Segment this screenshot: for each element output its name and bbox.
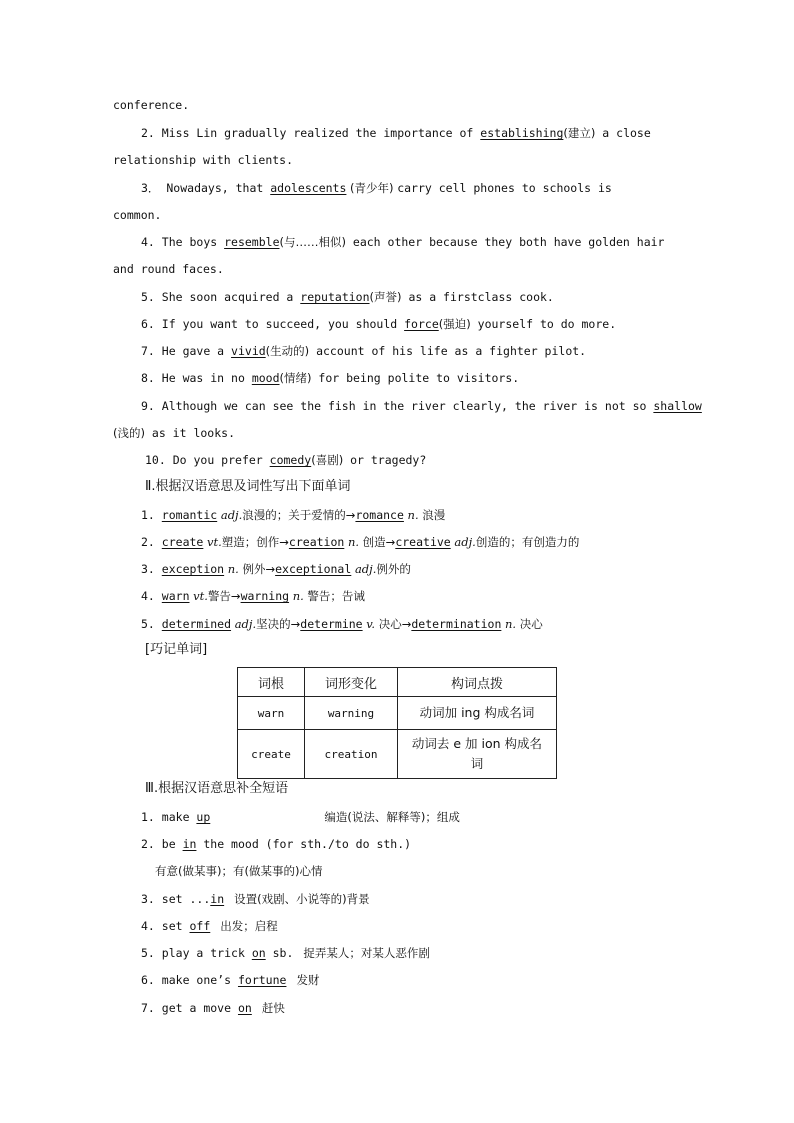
table-row <box>238 730 557 779</box>
chinese-hint: (情绪) <box>279 371 312 385</box>
answer-word: up <box>196 810 211 824</box>
part-of-speech: adj. <box>450 535 476 549</box>
answer-word: romance <box>355 508 404 522</box>
answer-word: exception <box>161 562 225 576</box>
question-number: 10. <box>145 453 166 467</box>
sentence-text: and round faces. <box>113 262 224 276</box>
answer-word: fortune <box>237 973 287 987</box>
chinese-meaning: 有意(做某事)；有(做某事的)心情 <box>155 864 323 878</box>
answer-word: determination <box>411 617 502 631</box>
phrase-text: the mood (for sth./to do sth.) <box>196 837 412 851</box>
phrase-item <box>155 863 322 879</box>
item-number: 5. <box>141 946 155 960</box>
question-number: 9. <box>141 399 155 413</box>
mnemonic-label: [巧记单词] <box>145 642 208 657</box>
item-number: 1. <box>141 508 155 522</box>
table-header: 构词点拨 <box>398 668 557 697</box>
answer-word: exceptional <box>275 562 352 576</box>
answer-word: shallow <box>653 399 702 413</box>
phrase-item <box>141 809 460 825</box>
part-of-speech: n. <box>224 562 239 576</box>
table-header-row <box>238 668 557 697</box>
answer-word: determined <box>161 617 232 631</box>
question-number: 7. <box>141 344 155 358</box>
answer-word: on <box>237 1001 252 1015</box>
chinese-meaning: 创造的；有创造力的 <box>475 535 580 549</box>
sentence-text: yourself to do more. <box>470 317 617 331</box>
chinese-meaning: 出发；启程 <box>220 919 278 933</box>
question-number: 8. <box>141 371 155 385</box>
phrase-item <box>141 1000 285 1016</box>
sentence-line <box>141 125 651 141</box>
answer-word: establishing <box>480 126 564 140</box>
chinese-meaning: 决心 <box>516 617 543 631</box>
table-cell: 动词去 e 加 ion 构成名词 <box>398 730 557 779</box>
sentence-text: Although we can see the fish in the river clearly, the river is not so <box>161 399 654 413</box>
section-3-title: Ⅲ.根据汉语意思补全短语 <box>145 781 289 796</box>
sentence-text: Do you prefer <box>172 453 270 467</box>
word-item <box>141 616 543 632</box>
item-number: 3. <box>141 892 155 906</box>
chinese-meaning: 塑造；创作→ <box>221 535 289 549</box>
answer-word: romantic <box>161 508 218 522</box>
question-number: 3． <box>141 181 160 195</box>
answer-word: on <box>251 946 266 960</box>
question-number: 5. <box>141 290 155 304</box>
chinese-meaning: 浪漫的；关于爱情的→ <box>242 508 356 522</box>
table-header: 词形变化 <box>305 668 398 697</box>
sentence-line <box>141 316 616 332</box>
sentence-line <box>145 452 426 468</box>
part-of-speech: v. <box>362 617 376 631</box>
chinese-meaning: 赶快 <box>261 1001 285 1015</box>
sentence-line <box>141 180 612 196</box>
answer-word: in <box>210 892 225 906</box>
sentence-line <box>113 261 224 277</box>
chinese-meaning: 捉弄某人；对某人恶作剧 <box>303 946 430 960</box>
chinese-meaning: 例外→ <box>238 562 276 576</box>
table-row <box>238 697 557 730</box>
part-of-speech: adj. <box>217 508 243 522</box>
chinese-hint: (青少年) <box>346 181 398 195</box>
chinese-meaning: 决心→ <box>375 617 412 631</box>
question-number: 2. <box>141 126 155 140</box>
chinese-hint: (与……相似) <box>279 235 346 249</box>
sentence-line <box>113 425 235 441</box>
word-item <box>141 507 445 523</box>
answer-word: mood <box>251 371 280 385</box>
chinese-meaning: 坚决的→ <box>256 617 301 631</box>
table-cell: warn <box>238 697 305 730</box>
table-cell: creation <box>305 730 398 779</box>
word-formation-table <box>237 667 557 779</box>
table-cell: create <box>238 730 305 779</box>
part-of-speech: vt. <box>189 589 208 603</box>
sentence-text: He gave a <box>161 344 232 358</box>
phrase-item <box>141 891 370 907</box>
section-2-title: Ⅱ.根据汉语意思及词性写出下面单词 <box>145 479 351 494</box>
sentence-text: Nowadays, that <box>166 181 271 195</box>
item-number: 7. <box>141 1001 155 1015</box>
answer-word: warning <box>240 589 290 603</box>
sentence-text: The boys <box>161 235 225 249</box>
sentence-fragment: conference. <box>113 98 190 112</box>
sentence-text: Miss Lin gradually realized the importance of <box>161 126 481 140</box>
sentence-text: as a firstclass cook. <box>401 290 554 304</box>
chinese-meaning: 警告；告诫 <box>303 589 365 603</box>
chinese-meaning: 发财 <box>296 973 320 987</box>
part-of-speech: n. <box>501 617 517 631</box>
sentence-line <box>141 289 554 305</box>
part-of-speech: n. <box>344 535 360 549</box>
sentence-line <box>141 398 702 414</box>
phrase-text: set ... <box>161 892 211 906</box>
sentence-text: each other because they both have golden hair <box>345 235 665 249</box>
phrase-text: be <box>161 837 183 851</box>
chinese-hint: (生动的) <box>265 344 310 358</box>
sentence-text: as it looks. <box>144 426 235 440</box>
answer-word: resemble <box>224 235 280 249</box>
sentence-text: or tragedy? <box>343 453 427 467</box>
phrase-text: get a move <box>161 1001 238 1015</box>
phrase-text: sb. <box>265 946 294 960</box>
answer-word: force <box>404 317 439 331</box>
sentence-text: a close <box>595 126 651 140</box>
part-of-speech: adj. <box>231 617 257 631</box>
chinese-meaning: 设置(戏剧、小说等的)背景 <box>234 892 370 906</box>
table-header: 词根 <box>238 668 305 697</box>
sentence-text: He was in no <box>161 371 252 385</box>
answer-word: determine <box>300 617 363 631</box>
phrase-text: set <box>161 919 190 933</box>
answer-word: vivid <box>231 344 266 358</box>
chinese-hint: (喜剧) <box>311 453 344 467</box>
item-number: 5. <box>141 617 155 631</box>
chinese-meaning: 警告→ <box>207 589 241 603</box>
sentence-text: for being polite to visitors. <box>311 371 520 385</box>
part-of-speech: adj. <box>351 562 377 576</box>
answer-word: in <box>182 837 197 851</box>
chinese-hint: (建立) <box>563 126 596 140</box>
sentence-line <box>113 207 161 223</box>
answer-word: creation <box>288 535 345 549</box>
sentence-line <box>141 370 519 386</box>
answer-word: warn <box>161 589 190 603</box>
chinese-meaning: 浪漫 <box>418 508 446 522</box>
answer-word: comedy <box>269 453 312 467</box>
sentence-text: relationship with clients. <box>113 153 294 167</box>
sentence-text: account of his life as a fighter pilot. <box>309 344 587 358</box>
item-number: 1. <box>141 810 155 824</box>
item-number: 2. <box>141 535 155 549</box>
answer-word: reputation <box>300 290 370 304</box>
phrase-text: play a trick <box>161 946 252 960</box>
sentence-text: common. <box>113 208 162 222</box>
phrase-item <box>141 836 411 852</box>
item-number: 4. <box>141 589 155 603</box>
chinese-hint: (强迫) <box>438 317 471 331</box>
chinese-meaning: 创造→ <box>359 535 396 549</box>
question-number: 6. <box>141 317 155 331</box>
table-cell: 动词加 ing 构成名词 <box>398 697 557 730</box>
word-item <box>141 561 411 577</box>
phrase-item <box>141 972 319 988</box>
sentence-line <box>113 152 293 168</box>
part-of-speech: n. <box>403 508 419 522</box>
item-number: 3. <box>141 562 155 576</box>
part-of-speech: n. <box>289 589 304 603</box>
phrase-item <box>141 918 278 934</box>
sentence-text: carry cell phones to schools is <box>397 181 612 195</box>
item-number: 4. <box>141 919 155 933</box>
word-item <box>141 588 365 604</box>
chinese-meaning: 编造(说法、解释等)；组成 <box>324 810 460 824</box>
phrase-text: make one’s <box>161 973 238 987</box>
answer-word: adolescents <box>270 181 347 195</box>
item-number: 2. <box>141 837 155 851</box>
chinese-hint: (浅的) <box>113 426 145 440</box>
word-item <box>141 534 579 550</box>
table-cell: warning <box>305 697 398 730</box>
sentence-line <box>141 343 586 359</box>
phrase-text: make <box>161 810 197 824</box>
sentence-line <box>141 234 664 250</box>
item-number: 6. <box>141 973 155 987</box>
sentence-text: She soon acquired a <box>161 290 301 304</box>
question-number: 4. <box>141 235 155 249</box>
phrase-item <box>141 945 430 961</box>
part-of-speech: vt. <box>203 535 222 549</box>
answer-word: create <box>161 535 204 549</box>
answer-word: creative <box>395 535 451 549</box>
chinese-meaning: 例外的 <box>376 562 411 576</box>
answer-word: off <box>189 919 211 933</box>
sentence-text: If you want to succeed, you should <box>161 317 405 331</box>
chinese-hint: (声誉) <box>369 290 402 304</box>
